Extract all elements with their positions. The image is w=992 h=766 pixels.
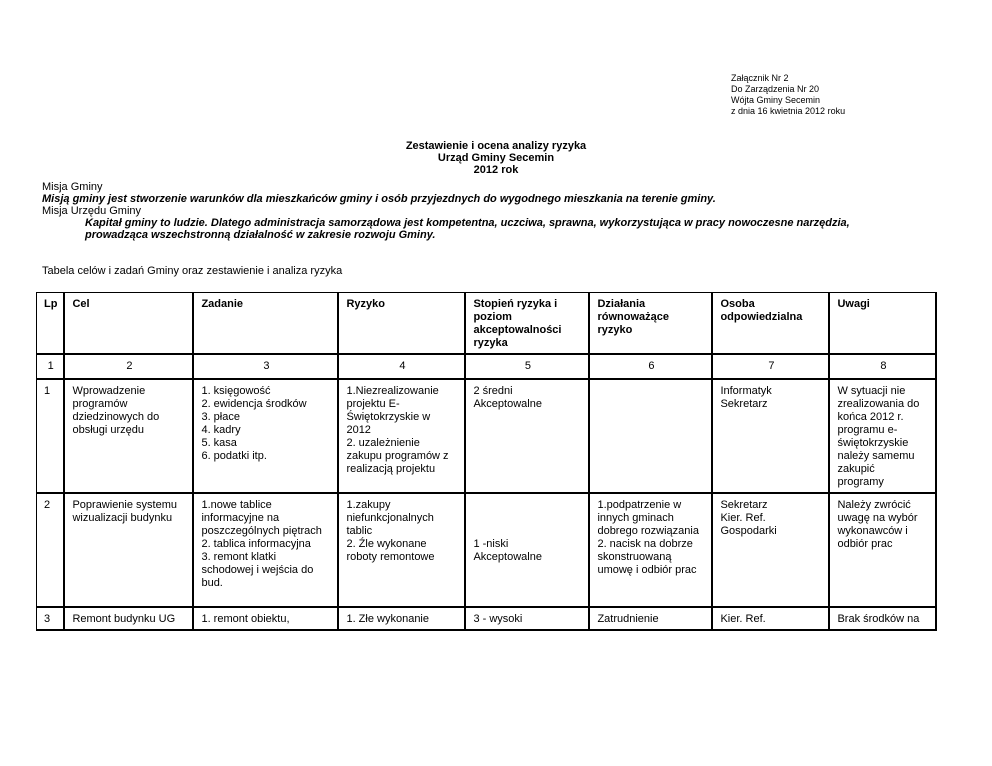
cell-text-line: równoważące <box>597 311 669 323</box>
header-ryzyko <box>339 293 466 355</box>
cell-text-line: obsługi urzędu <box>72 424 145 436</box>
cell-text-line: Należy zwrócić <box>837 499 911 511</box>
mission-urzad-text-line2: prowadząca wszechstronną działalność w zakresie rozwoju Gminy. <box>85 229 436 241</box>
cell-text-line: Świętokrzyskie w <box>346 411 431 423</box>
cell-text-line: 1 <box>44 385 51 397</box>
header-osoba <box>713 293 830 355</box>
cell-text-line: 2 średni <box>473 385 513 397</box>
cell-text-line: Poprawienie systemu <box>72 499 178 511</box>
cell-text-line: Stopień ryzyka i <box>473 298 558 310</box>
cell-text-line: Akceptowalne <box>473 551 542 563</box>
mission-urzad-text-line1: Kapitał gminy to ludzie. Dlatego administracja samorządowa jest kompetentna, uczciwa, sprawna, wykorzystująca w pracy nowoczesne narzędzia, <box>85 217 850 229</box>
cell-text-line: Sekretarz <box>720 398 768 410</box>
cell-text-line: 1. księgowość <box>201 385 271 397</box>
cell-text-line: 2. ewidencja środków <box>201 398 307 410</box>
cell-dzialania <box>590 494 713 608</box>
cell-text-line: dziedzinowych do <box>72 411 160 423</box>
cell-text-line: schodowej i wejścia do <box>201 564 314 576</box>
page-subtitle: Urząd Gminy Secemin <box>437 152 555 164</box>
column-number-cell: 6 <box>590 355 713 380</box>
cell-uwagi <box>830 380 937 494</box>
risk-analysis-table <box>36 292 937 631</box>
cell-text-line: niefunkcjonalnych <box>346 512 434 524</box>
cell-text-line: programów <box>72 398 128 410</box>
cell-text-line: 3 <box>44 613 51 625</box>
cell-cel <box>65 494 194 608</box>
cell-text-line: Lp <box>44 298 58 310</box>
header-lp <box>37 293 65 355</box>
cell-text-line: świętokrzyskie <box>837 437 909 449</box>
cell-text-line: odbiór prac <box>837 538 893 550</box>
cell-text-line: Sekretarz <box>720 499 768 511</box>
cell-text-line: Cel <box>72 298 90 310</box>
table-body <box>37 355 937 631</box>
header-stopien <box>466 293 590 355</box>
table-caption: Tabela celów i zadań Gminy oraz zestawienie i analiza ryzyka <box>42 265 343 277</box>
annex-line: Do Zarządzenia Nr 20 <box>731 84 820 94</box>
cell-lp <box>37 608 65 631</box>
cell-ryzyko <box>339 608 466 631</box>
cell-text-line: Osoba <box>720 298 755 310</box>
cell-text-line: Wprowadzenie <box>72 385 146 397</box>
header-cel <box>65 293 194 355</box>
cell-text-line: wykonawców i <box>837 525 908 537</box>
cell-osoba <box>713 608 830 631</box>
cell-text-line: Akceptowalne <box>473 398 542 410</box>
cell-zadanie <box>194 608 339 631</box>
cell-text-line: ryzyko <box>597 324 633 336</box>
cell-lp <box>37 494 65 608</box>
cell-text-line: Działania <box>597 298 646 310</box>
cell-text-line: Informatyk <box>720 385 772 397</box>
cell-text-line: Uwagi <box>837 298 870 310</box>
cell-text-line: poziom <box>473 311 512 323</box>
cell-text-line: Kier. Ref. <box>720 512 766 524</box>
cell-text-line: Remont budynku UG <box>72 613 176 625</box>
cell-text-line: 2. nacisk na dobrze <box>597 538 693 550</box>
cell-text-line: tablic <box>346 525 373 537</box>
cell-text-line: 3. remont klatki <box>201 551 277 563</box>
cell-dzialania <box>590 380 713 494</box>
cell-text-line: programu e- <box>837 424 898 436</box>
header-dzialania <box>590 293 713 355</box>
cell-ryzyko <box>339 494 466 608</box>
cell-text-line: odpowiedzialna <box>720 311 803 323</box>
cell-text-line: 1.Niezrealizowanie <box>346 385 439 397</box>
cell-text-line: Kier. Ref. <box>720 613 766 625</box>
cell-stopien <box>466 494 590 608</box>
page-year: 2012 rok <box>473 164 519 176</box>
cell-text-line: Brak środków na <box>837 613 920 625</box>
cell-zadanie <box>194 494 339 608</box>
cell-text-line: zakupu programów z <box>346 450 449 462</box>
cell-text-line: uwagę na wybór <box>837 512 918 524</box>
column-number-row <box>37 355 937 380</box>
mission-gmina-text: Misją gminy jest stworzenie warunków dla mieszkańców gminy i osób przyjezdnych do wygodnego mieszkania na terenie gminy. <box>42 193 716 205</box>
cell-text-line: W sytuacji nie <box>837 385 906 397</box>
column-number-cell: 3 <box>194 355 339 380</box>
mission-gmina-label: Misja Gminy <box>42 181 103 193</box>
cell-osoba <box>713 494 830 608</box>
column-number-cell: 7 <box>713 355 830 380</box>
table-row <box>37 608 937 631</box>
cell-text-line: 2 <box>44 499 51 511</box>
cell-text-line: 3. płace <box>201 411 240 423</box>
column-number-cell: 5 <box>466 355 590 380</box>
header-zadanie <box>194 293 339 355</box>
cell-text-line: programy <box>837 476 884 488</box>
table-row <box>37 380 937 494</box>
cell-text-line: poszczególnych piętrach <box>201 525 322 537</box>
cell-text-line: 2012 <box>346 424 371 436</box>
cell-text-line: 4. kadry <box>201 424 241 436</box>
cell-stopien <box>466 380 590 494</box>
cell-text-line: 1 -niski <box>473 538 509 550</box>
cell-text-line: Ryzyko <box>346 298 385 310</box>
header-uwagi <box>830 293 937 355</box>
cell-text-line: Zatrudnienie <box>597 613 659 625</box>
cell-text-line: akceptowalności <box>473 324 562 336</box>
table-row <box>37 494 937 608</box>
cell-text-line: 1. Złe wykonanie <box>346 613 429 625</box>
column-number-cell: 4 <box>339 355 466 380</box>
mission-urzad-label: Misja Urzędu Gminy <box>42 205 142 217</box>
annex-line: Załącznik Nr 2 <box>731 73 789 83</box>
document-titles <box>0 140 992 176</box>
cell-text-line: 1.podpatrzenie w <box>597 499 682 511</box>
cell-text-line: Zadanie <box>201 298 244 310</box>
cell-zadanie <box>194 380 339 494</box>
column-number-cell: 1 <box>37 355 65 380</box>
cell-text-line: wizualizacji budynku <box>72 512 173 524</box>
cell-text-line: końca 2012 r. <box>837 411 904 423</box>
cell-text-line: 2. tablica informacyjna <box>201 538 311 550</box>
cell-text-line: dobrego rozwiązania <box>597 525 699 537</box>
cell-text-line: 1.zakupy <box>346 499 391 511</box>
cell-text-line: 1. remont obiektu, <box>201 613 290 625</box>
page-title: Zestawienie i ocena analizy ryzyka <box>405 140 587 152</box>
cell-uwagi <box>830 608 937 631</box>
cell-stopien <box>466 608 590 631</box>
column-number-cell: 2 <box>65 355 194 380</box>
cell-cel <box>65 380 194 494</box>
cell-text-line: 1.nowe tablice <box>201 499 272 511</box>
table-header-row <box>37 293 937 355</box>
mission-section <box>42 181 942 241</box>
cell-dzialania <box>590 608 713 631</box>
annex-note <box>731 73 845 117</box>
cell-text-line: 2. Źle wykonane <box>346 538 427 550</box>
cell-text-line: realizacją projektu <box>346 463 436 475</box>
cell-text-line: ryzyka <box>473 337 508 349</box>
column-number-cell: 8 <box>830 355 937 380</box>
annex-line: z dnia 16 kwietnia 2012 roku <box>731 106 846 116</box>
annex-line: Wójta Gminy Secemin <box>731 95 821 105</box>
cell-text-line: roboty remontowe <box>346 551 435 563</box>
cell-text-line: bud. <box>201 577 223 589</box>
cell-text-line: innych gminach <box>597 512 674 524</box>
cell-text-line: skonstruowaną <box>597 551 672 563</box>
cell-lp <box>37 380 65 494</box>
cell-text-line: należy samemu <box>837 450 915 462</box>
cell-text-line: 2. uzależnienie <box>346 437 420 449</box>
cell-ryzyko <box>339 380 466 494</box>
cell-text-line: projektu E- <box>346 398 400 410</box>
cell-osoba <box>713 380 830 494</box>
cell-text-line: 6. podatki itp. <box>201 450 267 462</box>
cell-text-line: 3 - wysoki <box>473 613 523 625</box>
cell-cel <box>65 608 194 631</box>
cell-uwagi <box>830 494 937 608</box>
cell-text-line: Gospodarki <box>720 525 777 537</box>
cell-text-line: 5. kasa <box>201 437 237 449</box>
cell-text-line: zakupić <box>837 463 875 475</box>
cell-text-line: umowę i odbiór prac <box>597 564 697 576</box>
cell-text-line: zrealizowania do <box>837 398 920 410</box>
cell-text-line: informacyjne na <box>201 512 280 524</box>
